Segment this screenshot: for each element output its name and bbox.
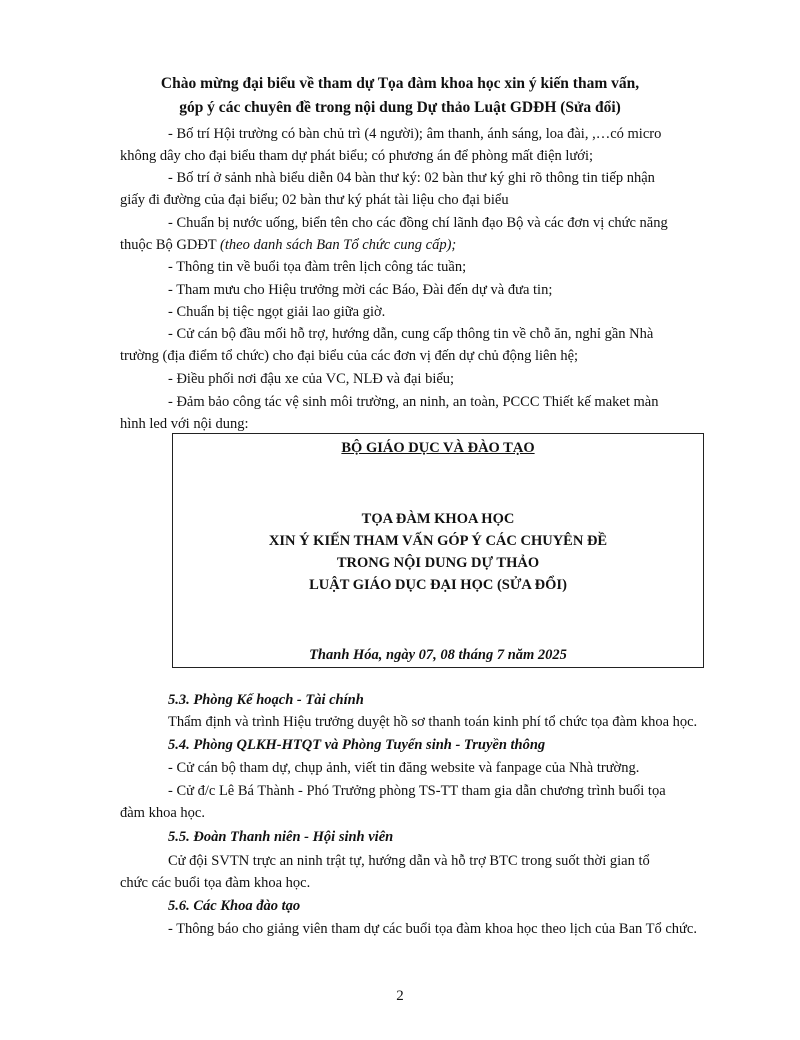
section-5-3-text: Thẩm định và trình Hiệu trưởng duyệt hồ sơ thanh toán kinh phí tổ chức tọa đàm khoa học. [168,714,698,730]
item-support [120,323,708,367]
item-support-line-2: trường (địa điểm tổ chức) cho đại biểu của các đơn vị đến dự chủ động liên hệ; [120,348,579,364]
item-hall-line-1: - Bố trí Hội trường có bàn chủ trì (4 người); âm thanh, ánh sáng, loa đài, ,…có micro [168,126,662,142]
page-number: 2 [396,988,404,1004]
item-support-line-1: - Cử cán bộ đầu mối hỗ trợ, hướng dẫn, cung cấp thông tin về chỗ ăn, nghỉ gần Nhà [168,326,654,342]
led-ministry: BỘ GIÁO DỤC VÀ ĐÀO TẠO [341,440,535,456]
section-5-5-line-2: chức các buổi tọa đàm khoa học. [120,875,311,891]
item-secretary [120,167,708,211]
led-title-1: TỌA ĐÀM KHOA HỌC [361,511,515,527]
led-title-2: XIN Ý KIẾN THAM VẤN GÓP Ý CÁC CHUYÊN ĐỀ [268,533,608,549]
section-5-3-title: 5.3. Phòng Kế hoạch - Tài chính [168,692,364,708]
document-heading [120,72,680,120]
section-5-6-item-1: - Thông báo cho giảng viên tham dự các buổi tọa đàm khoa học theo lịch của Ban Tổ chức. [168,921,697,937]
section-5-4-title: 5.4. Phòng QLKH-HTQT và Phòng Tuyển sinh - Truyền thông [168,737,546,753]
led-place-date: Thanh Hóa, ngày 07, 08 tháng 7 năm 2025 [309,647,567,663]
section-5-4-item-2-line-2: đàm khoa học. [120,805,205,821]
item-water-line-2-normal: thuộc Bộ GDĐT [120,237,221,253]
item-hall [120,123,708,167]
heading-line-2: góp ý các chuyên đề trong nội dung Dự thảo Luật GDĐH (Sửa đổi) [179,99,621,116]
item-hygiene [120,391,708,435]
section-5-4-item-1: - Cử cán bộ tham dự, chụp ảnh, viết tin đăng website và fanpage của Nhà trường. [168,760,640,776]
item-water-line-2-italic: (theo danh sách Ban Tổ chức cung cấp); [220,237,457,253]
item-hygiene-line-1: - Đảm bảo công tác vệ sinh môi trường, an ninh, an toàn, PCCC Thiết kế maket màn [168,394,659,410]
item-water-line-1: - Chuẩn bị nước uống, biển tên cho các đồng chí lãnh đạo Bộ và các đơn vị chức năng [168,215,668,231]
section-5-5-text [120,850,708,894]
section-5-5-title: 5.5. Đoàn Thanh niên - Hội sinh viên [168,829,394,845]
item-water [120,212,708,256]
led-maket-box [172,433,704,668]
item-hygiene-line-2: hình led với nội dung: [120,416,249,432]
section-5-4-item-2 [120,780,708,824]
section-5-4-item-2-line-1: - Cử đ/c Lê Bá Thành - Phó Trưởng phòng TS-TT tham gia dẫn chương trình buổi tọa [168,783,666,799]
item-parking: - Điều phối nơi đậu xe của VC, NLĐ và đại biểu; [168,371,455,387]
heading-line-1: Chào mừng đại biểu về tham dự Tọa đàm khoa học xin ý kiến tham vấn, [160,75,640,92]
item-hall-line-2: không dây cho đại biểu tham dự phát biểu; có phương án để phòng mất điện lưới; [120,148,594,164]
led-title-3: TRONG NỘI DUNG DỰ THẢO [336,555,540,571]
item-snack: - Chuẩn bị tiệc ngọt giải lao giữa giờ. [168,304,386,320]
section-5-6-title: 5.6. Các Khoa đào tạo [168,898,301,914]
item-press: - Tham mưu cho Hiệu trưởng mời các Báo, Đài đến dự và đưa tin; [168,282,553,298]
led-title-4: LUẬT GIÁO DỤC ĐẠI HỌC (SỬA ĐỔI) [309,577,567,593]
item-secretary-line-2: giấy đi đường của đại biểu; 02 bàn thư ký phát tài liệu cho đại biểu [120,192,509,208]
item-secretary-line-1: - Bố trí ở sảnh nhà biểu diễn 04 bàn thư ký: 02 bàn thư ký ghi rõ thông tin tiếp nhận [168,170,655,186]
item-schedule: - Thông tin về buổi tọa đàm trên lịch công tác tuần; [168,259,467,275]
item-water-line-2 [120,234,708,256]
section-5-5-line-1: Cử đội SVTN trực an ninh trật tự, hướng dẫn và hỗ trợ BTC trong suốt thời gian tổ [168,853,650,869]
